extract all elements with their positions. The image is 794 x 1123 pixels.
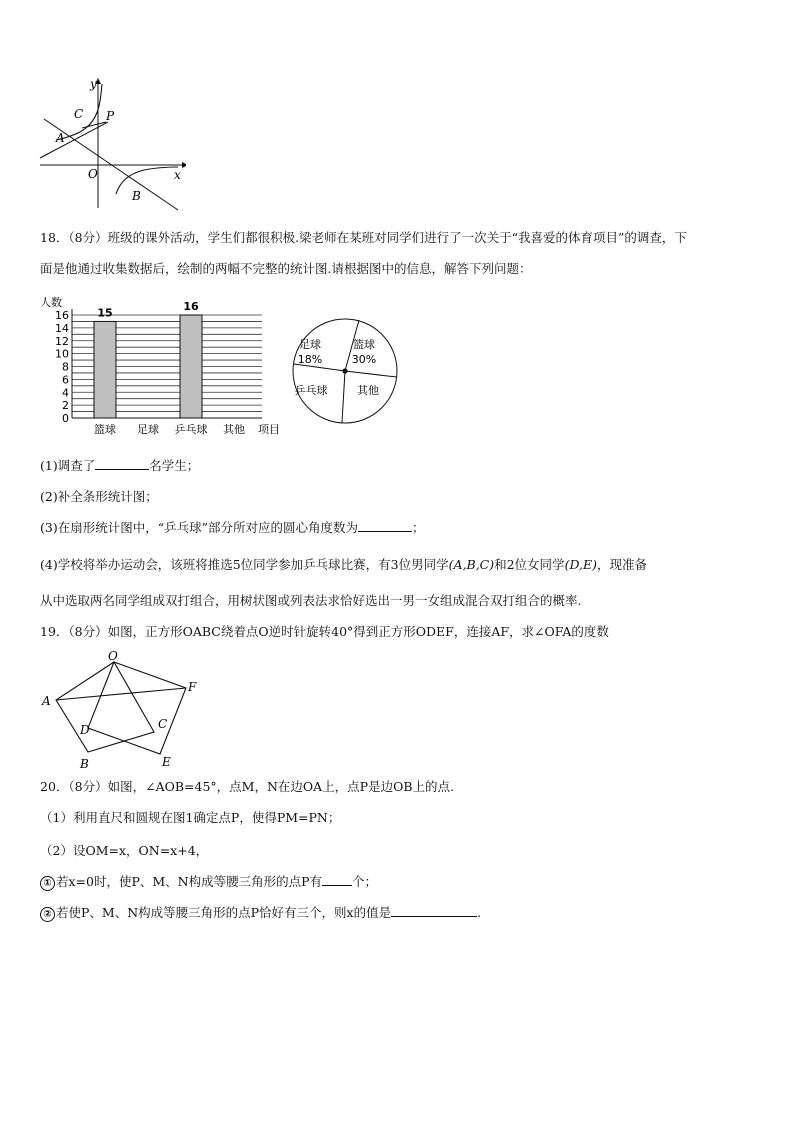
q20-sub2b-text: 若使P、M、N构成等腰三角形的点P恰好有三个，则x的值是 — [56, 905, 392, 920]
q18-sub1 — [40, 457, 199, 475]
circled-one-icon: ① — [40, 876, 55, 891]
label-c: C — [74, 107, 84, 121]
x-category-label: 其他 — [223, 423, 245, 436]
hyperbola-lower — [116, 167, 178, 194]
q20-sub2a-end: 个； — [352, 874, 378, 889]
q20-sub2a-text: 若x=0时，使P、M、N构成等腰三角形的点P有 — [56, 874, 323, 889]
pie-center-dot — [342, 368, 347, 373]
y-tick-label: 8 — [62, 360, 69, 374]
bar-data-label: 15 — [97, 306, 113, 320]
q18-sub3-text: (3)在扇形统计图中，“乒乓球”部分所对应的圆心角度数为 — [40, 520, 358, 535]
x-axis-arrow-icon — [182, 162, 186, 168]
y-tick-label: 6 — [62, 373, 69, 387]
q18-line2: 面是他通过收集数据后，绘制的两幅不完整的统计图.请根据图中的信息，解答下列问题： — [40, 261, 532, 276]
segment-af — [56, 688, 186, 700]
q18-sub4-line2: 从中选取两名同学组成双打组合，用树状图或列表法求恰好选出一男一女组成混合双打组合的概率. — [40, 593, 582, 608]
q17-figure — [36, 76, 186, 214]
q18-sub1-text-a: (1)调查了 — [40, 458, 96, 473]
label-f: F — [188, 680, 197, 694]
q18-sub3 — [40, 519, 425, 537]
label-x: x — [174, 168, 181, 182]
bar-data-label: 16 — [183, 300, 199, 313]
q20-sub1: （1）利用直尺和圆规在图1确定点P，使得PM=PN； — [40, 810, 341, 825]
q20-sub2b — [40, 904, 481, 922]
label-o: O — [88, 167, 98, 181]
q19-text: 19．（8分）如图，正方形OABC绕着点O逆时针旋转40°得到正方形ODEF，连接AF，求∠OFA的度数 — [40, 624, 609, 639]
y-tick-label: 4 — [62, 386, 69, 400]
pie-chart — [286, 316, 406, 426]
q20-text: 20．（8分）如图，∠AOB=45°，点M，N在边OA上，点P是边OB上的点. — [40, 779, 455, 794]
x-axis-label: 项目 — [258, 423, 280, 436]
y-tick-label: 14 — [55, 321, 69, 335]
label-b: B — [132, 189, 141, 203]
q18-head: 18．（8分）班级的课外活动，学生们都很积极.梁老师在某班对同学们进行了一次关于“我喜爱的体育项目”的调查，下 — [40, 230, 687, 245]
q18-sub4-math1: (A,B,C) — [448, 557, 495, 572]
label-e: E — [162, 755, 171, 769]
y-tick-label: 12 — [55, 334, 69, 348]
q18-sub3-end: ； — [412, 520, 425, 535]
pie-slice-label: 足球 — [299, 338, 321, 351]
q18-sub4 — [40, 556, 647, 574]
q18-sub4-b: 和2位女同学 — [494, 557, 565, 572]
q18-sub4-a: (4)学校将举办运动会，该班将推选5位同学参加乒乓球比赛，有3位男同学 — [40, 557, 449, 572]
y-tick-label: 10 — [55, 347, 69, 361]
q18-sub4-math2: (D,E) — [564, 557, 597, 572]
x-category-label: 乒乓球 — [174, 423, 208, 436]
square-oabc — [56, 662, 154, 752]
bar — [94, 321, 116, 418]
pie-slice-label: 乒乓球 — [294, 384, 328, 397]
y-tick-label: 0 — [62, 412, 69, 425]
q20-sub2a — [40, 873, 377, 891]
y-tick-label: 16 — [55, 309, 69, 322]
label-b: B — [80, 757, 89, 771]
q20-sub2: （2）设OM=x，ON=x+4， — [40, 843, 209, 858]
label-p: P — [106, 109, 115, 123]
pie-slice-value: 30% — [351, 353, 377, 366]
label-o: O — [108, 649, 118, 663]
bar-chart — [36, 292, 280, 442]
pie-slice-value: 18% — [297, 353, 323, 366]
y-axis-label: 人数 — [40, 296, 62, 309]
x-category-label: 篮球 — [94, 423, 116, 436]
x-category-label: 足球 — [137, 423, 159, 436]
pie-slice-label: 篮球 — [353, 338, 375, 351]
q18-sub1-blank[interactable] — [95, 457, 149, 470]
q20-sub2b-blank[interactable] — [391, 904, 477, 917]
label-d: D — [80, 723, 90, 737]
q18-sub2: (2)补全条形统计图； — [40, 489, 158, 504]
q20-sub2a-blank[interactable] — [322, 873, 352, 886]
bar — [180, 315, 202, 418]
pie-slice-label: 其他 — [357, 384, 379, 397]
q20-sub2b-end: . — [477, 905, 482, 920]
q18-sub1-text-b: 名学生； — [149, 458, 200, 473]
q19-figure — [40, 648, 210, 776]
label-c: C — [158, 717, 168, 731]
label-y: y — [90, 77, 97, 91]
circled-two-icon: ② — [40, 907, 55, 922]
q18-sub3-blank[interactable] — [358, 519, 412, 532]
square-odef — [88, 662, 186, 754]
q18-sub4-c: ，现准备 — [597, 557, 648, 572]
label-a: A — [42, 694, 51, 708]
y-tick-label: 2 — [62, 399, 69, 413]
label-a: A — [56, 131, 65, 145]
